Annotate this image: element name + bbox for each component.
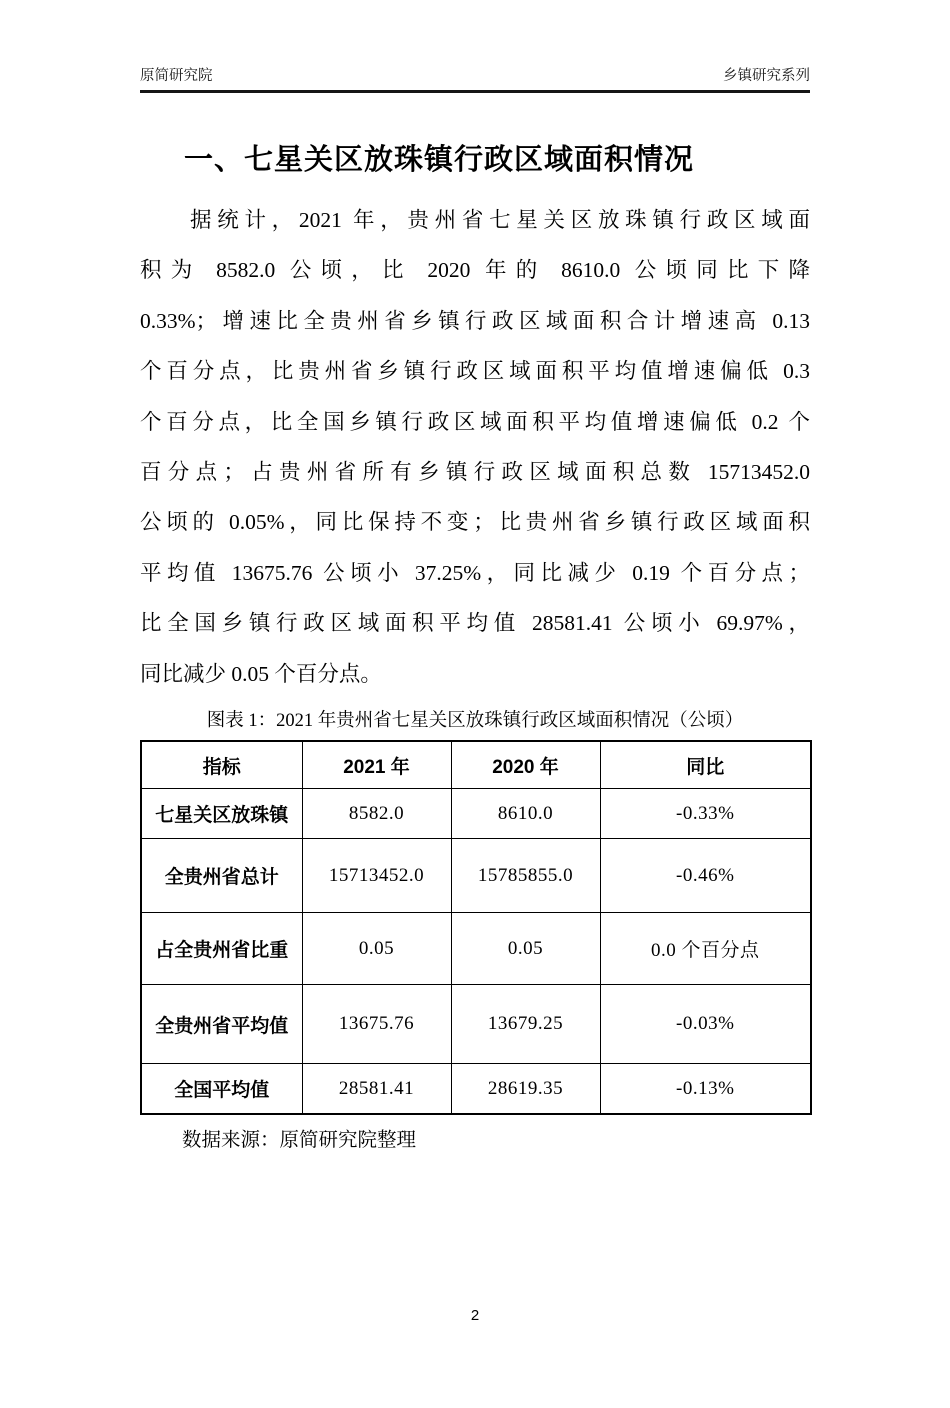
value-2021: 13675.76 — [302, 985, 451, 1064]
header-right-text: 乡镇研究系列 — [723, 68, 810, 84]
paragraph-line: 积为 8582.0 公顷，比 2020 年的 8610.0 公顷同比下降 — [140, 258, 810, 283]
paragraph-line: 据统计，2021 年，贵州省七星关区放珠镇行政区域面 — [190, 208, 810, 232]
value-2021: 28581.41 — [302, 1064, 451, 1114]
value-2020: 0.05 — [451, 913, 600, 985]
value-2020: 28619.35 — [451, 1064, 600, 1114]
row-label: 七星关区放珠镇 — [141, 789, 302, 839]
section-title: 一、七星关区放珠镇行政区域面积情况 — [184, 144, 695, 176]
row-label: 占全贵州省比重 — [141, 913, 302, 985]
value-2020: 8610.0 — [451, 789, 600, 839]
table-row — [141, 839, 811, 913]
value-2021: 8582.0 — [302, 789, 451, 839]
data-source-note: 数据来源：原简研究院整理 — [182, 1129, 417, 1151]
running-header — [140, 64, 810, 93]
paragraph-line: 0.33%；增速比全贵州省乡镇行政区域面积合计增速高 0.13 — [140, 308, 810, 333]
paragraph-line: 平均值 13675.76 公顷小 37.25%，同比减少 0.19 个百分点； — [140, 560, 810, 585]
body-paragraph — [140, 195, 810, 699]
row-label: 全贵州省平均值 — [141, 985, 302, 1064]
paragraph-line: 同比减少 0.05 个百分点。 — [140, 661, 382, 686]
paragraph-line: 个百分点，比贵州省乡镇行政区域面积平均值增速偏低 0.3 — [140, 359, 810, 384]
value-2021: 15713452.0 — [302, 839, 451, 913]
value-yoy: -0.13% — [600, 1064, 811, 1114]
table-row — [141, 789, 811, 839]
table-header-cell-2021: 2021 年 — [302, 741, 451, 789]
paragraph-line: 比全国乡镇行政区域面积平均值 28581.41 公顷小 69.97%， — [140, 611, 810, 636]
table-caption: 图表 1：2021 年贵州省七星关区放珠镇行政区域面积情况（公顷） — [206, 710, 744, 731]
value-yoy: -0.03% — [600, 985, 811, 1064]
value-yoy: 0.0 个百分点 — [600, 913, 811, 985]
table-header-row — [141, 741, 811, 789]
row-label: 全贵州省总计 — [141, 839, 302, 913]
row-label: 全国平均值 — [141, 1064, 302, 1114]
value-2020: 15785855.0 — [451, 839, 600, 913]
document-page — [0, 64, 950, 1408]
header-left-text: 原简研究院 — [140, 68, 213, 84]
value-2021: 0.05 — [302, 913, 451, 985]
table-row — [141, 1064, 811, 1114]
table-header-cell-indicator: 指标 — [141, 741, 302, 789]
paragraph-line: 百分点；占贵州省所有乡镇行政区域面积总数 15713452.0 — [140, 459, 810, 484]
table-row — [141, 985, 811, 1064]
page-number: 2 — [470, 1307, 480, 1324]
value-2020: 13679.25 — [451, 985, 600, 1064]
table-header-cell-2020: 2020 年 — [451, 741, 600, 789]
paragraph-line: 个百分点，比全国乡镇行政区域面积平均值增速偏低 0.2 个 — [140, 409, 810, 434]
area-statistics-table — [140, 740, 812, 1115]
value-yoy: -0.33% — [600, 789, 811, 839]
value-yoy: -0.46% — [600, 839, 811, 913]
table-header-cell-yoy: 同比 — [600, 741, 811, 789]
table-row — [141, 913, 811, 985]
paragraph-line: 公顷的 0.05%，同比保持不变；比贵州省乡镇行政区域面积 — [140, 510, 810, 535]
